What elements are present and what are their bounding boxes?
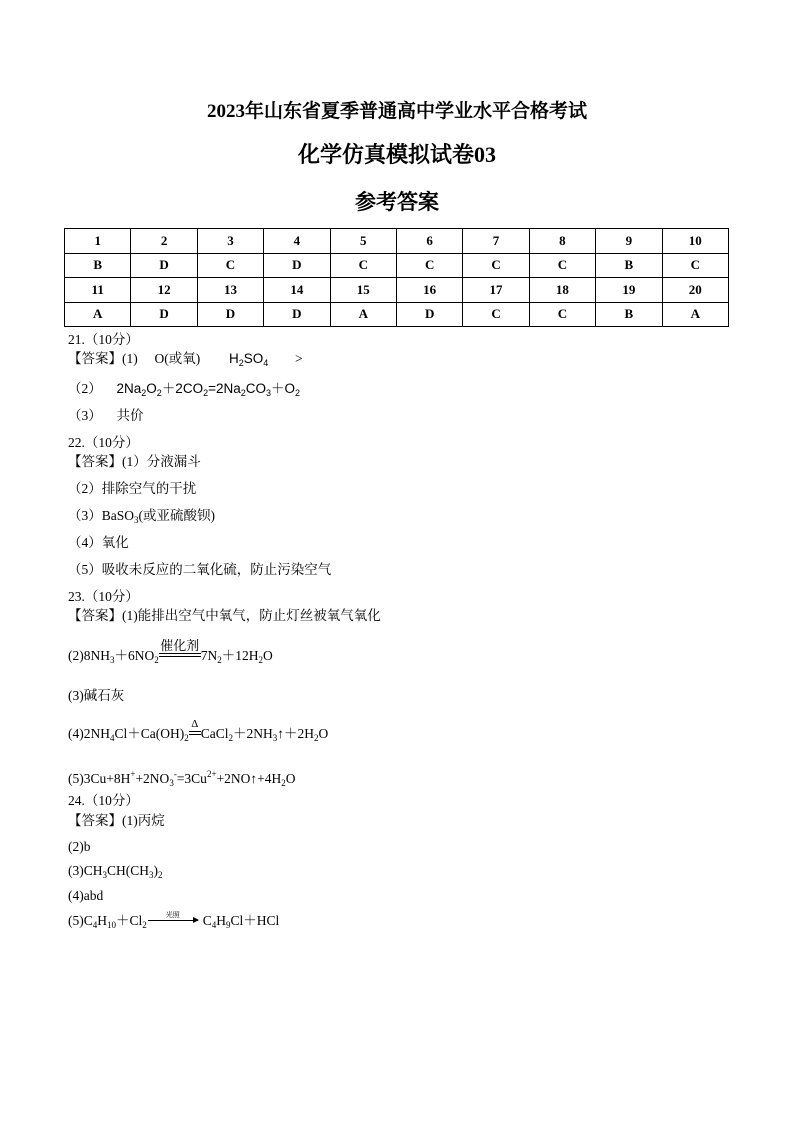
- paper-title: 化学仿真模拟试卷03: [297, 142, 496, 167]
- answer-cell: B: [65, 253, 131, 278]
- answer-row: [65, 253, 729, 278]
- q21-answer-2: [68, 381, 300, 401]
- question-number-cell: 8: [529, 229, 595, 254]
- question-number-cell: 7: [463, 229, 529, 254]
- q24-heading: 24.（10分）: [68, 793, 139, 808]
- answer-table: [64, 228, 729, 327]
- question-number-cell: 11: [65, 278, 131, 303]
- products: $C_4H_9Cl+HCl$: [202, 913, 280, 930]
- q22-answer-3: （3）BaSO$_3$(或亚硫酸钡): [68, 508, 216, 525]
- question-number-cell: 12: [131, 278, 197, 303]
- q22-answer-1: 【答案】(1）分液漏斗: [68, 454, 201, 469]
- question-number-cell: 5: [330, 229, 396, 254]
- question-number-cell: 4: [264, 229, 330, 254]
- q23-answer-2: [68, 638, 273, 668]
- question-number-cell: 14: [264, 278, 330, 303]
- answer-cell: B: [596, 253, 662, 278]
- q24-answer-3: $(3)CH_3CH(CH_3)_2$: [68, 863, 163, 880]
- answer-cell: A: [330, 302, 396, 327]
- q24-answer-2: (2)b: [68, 839, 91, 854]
- answer-cell: C: [396, 253, 462, 278]
- question-number-cell: 17: [463, 278, 529, 303]
- condition-heat: Δ: [191, 718, 199, 730]
- answer-prefix: （3）: [68, 408, 102, 423]
- question-number-cell: 9: [596, 229, 662, 254]
- question-number-cell: 1: [65, 229, 131, 254]
- answer-row: [65, 302, 729, 327]
- question-number-cell: 16: [396, 278, 462, 303]
- q21-answer-1: [68, 351, 303, 371]
- answer-cell: C: [662, 253, 728, 278]
- equation: $2Na_2O_2+2CO_2=2Na_2CO_3+O_2$: [116, 381, 301, 398]
- arrow: [148, 920, 198, 921]
- answer-cell: D: [264, 253, 330, 278]
- products: $CaCl_2+2NH_3↑+2H_2O$: [200, 726, 329, 743]
- question-number-row: [65, 229, 729, 254]
- q24-answer-1: 【答案】(1)丙烷: [68, 813, 165, 828]
- answer-key-title: 参考答案: [355, 190, 439, 214]
- reactants: $(4)2NH_4Cl+Ca(OH)_2$: [68, 726, 189, 743]
- answer-cell: A: [662, 302, 728, 327]
- q24-answer-4: (4)abd: [68, 888, 104, 903]
- reactants: $(2)8NH_3+6NO_2$: [68, 648, 159, 665]
- acid-answer: $H_2SO_4$: [229, 351, 269, 368]
- answer-cell: D: [264, 302, 330, 327]
- answer-cell: C: [463, 302, 529, 327]
- answer-cell: C: [529, 302, 595, 327]
- answer-prefix: （2）: [68, 381, 102, 396]
- answer-cell: C: [330, 253, 396, 278]
- answer-cell: C: [197, 253, 263, 278]
- answer-prefix: 【答案】(1): [68, 351, 138, 366]
- q23-answer-5: [68, 766, 296, 791]
- answer-cell: A: [65, 302, 131, 327]
- answer-cell: B: [596, 302, 662, 327]
- answer-cell: C: [529, 253, 595, 278]
- q22-answer-5: （5）吸收未反应的二氧化硫，防止污染空气: [68, 562, 332, 577]
- q23-answer-3: (3)碱石灰: [68, 688, 125, 703]
- element-answer: O(或氧): [154, 351, 201, 366]
- reactants: $(5)C_4H_{10}+Cl_2$: [68, 913, 147, 930]
- question-number-cell: 13: [197, 278, 263, 303]
- q23-heading: 23.（10分）: [68, 589, 139, 604]
- q22-answer-2: （2）排除空气的干扰: [68, 481, 197, 496]
- answer-cell: D: [396, 302, 462, 327]
- ionic-equation: $(5)3Cu+8H^++2NO_3^-=3Cu^{2+}+2NO↑+4H_2O$: [68, 769, 296, 788]
- answer-cell: D: [131, 302, 197, 327]
- condition-catalyst: 催化剂: [160, 638, 200, 653]
- q23-answer-1: 【答案】(1)能排出空气中氧气，防止灯丝被氧气氧化: [68, 608, 381, 623]
- question-number-cell: 3: [197, 229, 263, 254]
- question-number-cell: 15: [330, 278, 396, 303]
- question-number-cell: 6: [396, 229, 462, 254]
- products: $7N_2+12H_2O$: [200, 648, 273, 665]
- question-number-cell: 20: [662, 278, 728, 303]
- answer-cell: C: [463, 253, 529, 278]
- condition-light: 光照: [165, 911, 180, 919]
- compare-answer: >: [295, 351, 303, 366]
- question-number-cell: 10: [662, 229, 728, 254]
- q22-heading: 22.（10分）: [68, 435, 139, 450]
- q22-answer-4: （4）氧化: [68, 535, 129, 550]
- q24-answer-5: [68, 913, 279, 933]
- q23-answer-4: [68, 718, 329, 746]
- question-number-cell: 2: [131, 229, 197, 254]
- question-number-row: [65, 278, 729, 303]
- q21-heading: 21.（10分）: [68, 332, 139, 347]
- answer-cell: D: [197, 302, 263, 327]
- bond-answer: 共价: [116, 408, 144, 423]
- q21-answer-3: [68, 408, 144, 424]
- answer-cell: D: [131, 253, 197, 278]
- question-number-cell: 18: [529, 278, 595, 303]
- exam-title: 2023年山东省夏季普通高中学业水平合格考试: [206, 101, 587, 122]
- question-number-cell: 19: [596, 278, 662, 303]
